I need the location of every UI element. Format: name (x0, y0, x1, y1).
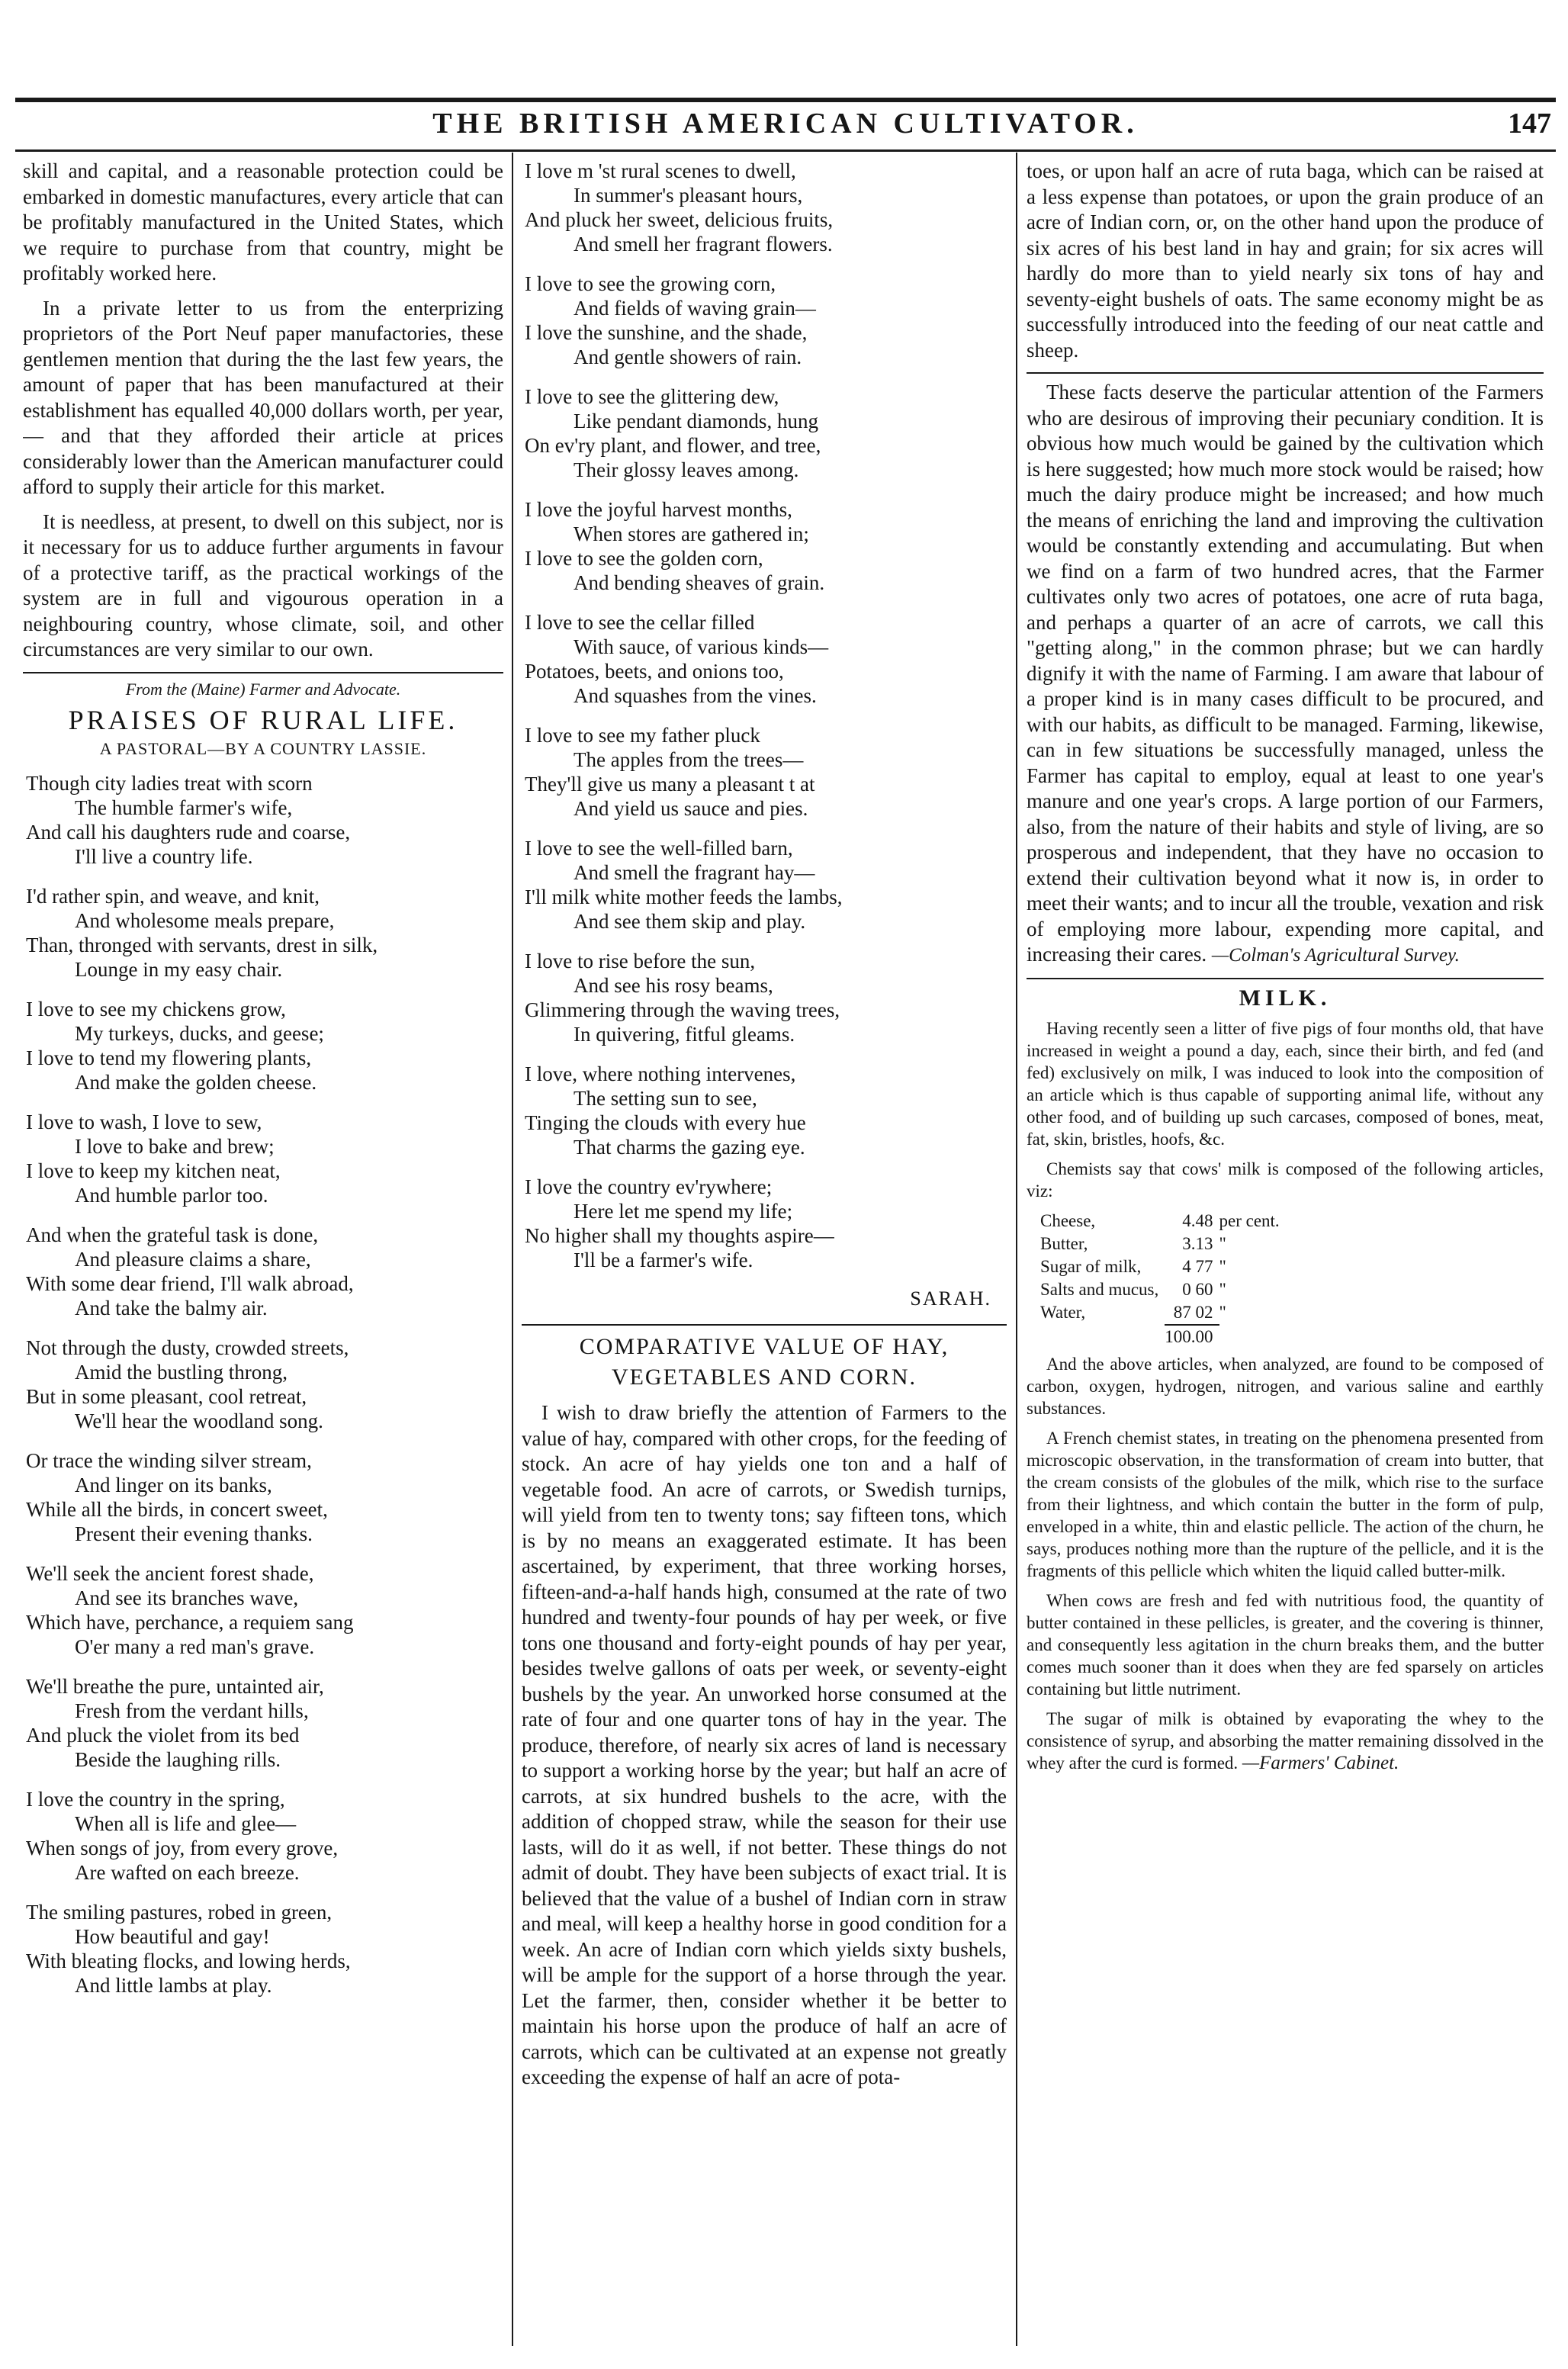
table-row (1040, 1301, 1286, 1325)
poem-line: Which have, perchance, a requiem sang (26, 1610, 354, 1634)
poem-source: From the (Maine) Farmer and Advocate. (125, 679, 401, 699)
poem-line: Than, thronged with servants, drest in silk, (26, 933, 378, 956)
section-rule (1027, 372, 1544, 374)
poem-stanza (23, 1336, 503, 1433)
milk-paragraph: A French chemist states, in treating on the phenomena presented from microscopic observation, in the transformation of cream into butter, that the cream consists of the globules of the milk, which rise to the surface from their lightness, and which contain the butter in the form of pulp, enveloped in a white, thin and elastic pellicle. The action of the churn, he says, produces nothing more than the rupture of the pellicle, and it is the fragments of this pellicle which whiten the liquid called butter-milk. (1027, 1428, 1544, 1580)
poem-stanza (522, 384, 1007, 482)
milk-component: Butter, (1040, 1233, 1088, 1253)
poem-line: And gentle showers of rain. (574, 346, 802, 368)
poem-line: Here let me spend my life; (574, 1200, 793, 1223)
poem-stanza (522, 949, 1007, 1046)
poem-stanza (522, 497, 1007, 595)
poem-line: When songs of joy, from every grove, (26, 1836, 339, 1860)
body-paragraph: I wish to draw briefly the attention of Farmers to the value of hay, compared with other crops, for the feeding of stock. An acre of hay yields one ton and a half of vegetable food. An acre of carrots, or Swedish turnips, will yield from ten to twenty tons; say fifteen tons, which is by no means an exaggerated estimate. It has been ascertained, by experiment, that three working horses, fifteen-and-a-half hands high, consumed at the rate of two hundred and twenty-four pounds of hay per week, or five tons one thousand and forty-eight pounds of hay per year, besides twelve gallons of oats per week, or seventy-eight bushels by the year. An unworked horse consumed at the rate of four and one quarter tons of hay in the year. The produce, therefore, of nearly six acres of land is necessary to support a working horse by the year; but half an acre of carrots, at six hundred bushels to the acre, with the addition of chopped straw, while the season for their use lasts, will do it as well, if not better. These things do not admit of doubt. They have been subjects of exact trial. It is believed that the value of a bushel of Indian corn in straw and meal, will keep a healthy horse in good condition for a week. An acre of Indian corn which yields sixty bushels, will be ample for the support of a horse through the year. Let the farmer, then, consider whether it be better to maintain his horse upon the produce of half an acre of carrots, which can be cultivated at an expense not greatly exceeding the expense of half an acre of pota- (522, 1401, 1007, 2088)
poem-line: And call his daughters rude and coarse, (26, 820, 351, 844)
milk-component: Cheese, (1040, 1210, 1096, 1230)
poem-line: When all is life and glee— (75, 1811, 297, 1835)
milk-intro: Having recently seen a litter of five pigs of four months old, that have increased in weight a pound a day, each, since their birth, and fed (and fed) exclusively on milk, I was induced to look into the composition of an article which is thus capable of supporting animal life, without any other food, and of building up such carcases, composed of bones, meat, fat, skin, bristles, hoofs, &c. (1027, 1018, 1544, 1149)
page-number: 147 (1508, 108, 1551, 140)
milk-component: Sugar of milk, (1040, 1256, 1142, 1276)
poem-stanza (23, 1787, 503, 1885)
poem-line: And see its branches wave, (75, 1586, 299, 1609)
poem-line: And see his rosy beams, (574, 974, 773, 997)
poem-stanza (522, 723, 1007, 821)
body-paragraph: toes, or upon half an acre of ruta baga, which can be raised at a less expense than potatoes, or upon the grain produce of an acre of Indian corn, or, on the other hand upon the produce of six acres of his best land in hay and grain; for six acres will hardly do more than to yield nearly six tons of hay and seventy-eight bushels of oats. The same economy might be as successfully introduced into the feeding of our neat cattle and sheep. (1027, 159, 1544, 362)
paragraph-text: The sugar of milk is obtained by evaporating the whey to the consistence of syrup, and absorbing the matter remaining dissolved in the whey after the curd is formed. (1027, 1708, 1544, 1773)
poem-stanzas-continued (522, 159, 1007, 1272)
poem-line: I'll live a country life. (75, 844, 253, 868)
poem-stanza (23, 1674, 503, 1772)
poem-line: Present their evening thanks. (75, 1522, 313, 1545)
poem-line: How beautiful and gay! (75, 1924, 270, 1948)
poem-line: But in some pleasant, cool retreat, (26, 1384, 307, 1408)
poem-line: I love to keep my kitchen neat, (26, 1159, 281, 1182)
poem-line: We'll hear the woodland song. (75, 1409, 323, 1432)
poem-line: O'er many a red man's grave. (75, 1635, 315, 1658)
poem-line: I love to see the glittering dew, (525, 385, 779, 408)
citation: —Farmers' Cabinet. (1242, 1752, 1399, 1773)
poem-line: I love to bake and brew; (75, 1134, 275, 1158)
column-3 (1027, 159, 1544, 2354)
column-divider (512, 153, 513, 2346)
poem-stanza (23, 1561, 503, 1659)
poem-line: The setting sun to see, (574, 1087, 757, 1110)
section-rule (522, 1324, 1007, 1326)
milk-paragraph: When cows are fresh and fed with nutritious food, the quantity of butter contained in these pellicles, is greater, and the covering is thinner, and consequently less agitation in the churn breaks them, and the butter comes much sooner than it does when they are fed sparsely on articles containing but little nutriment. (1027, 1590, 1544, 1699)
poem-line: I love to tend my flowering plants, (26, 1046, 312, 1069)
poem-line: And fields of waving grain— (574, 297, 816, 320)
poem-line: And little lambs at play. (75, 1973, 272, 1997)
poem-line: In quivering, fitful gleams. (574, 1023, 795, 1046)
poem-line: I love, where nothing intervenes, (525, 1062, 796, 1085)
poem-line: In summer's pleasant hours, (574, 184, 803, 207)
milk-unit: " (1219, 1233, 1226, 1253)
poem-line: Potatoes, beets, and onions too, (525, 660, 784, 683)
poem-line: I love to see the growing corn, (525, 272, 776, 295)
poem-line: Or trace the winding silver stream, (26, 1448, 312, 1472)
poem-line: Lounge in my easy chair. (75, 957, 283, 981)
table-row (1040, 1255, 1286, 1278)
running-title: THE BRITISH AMERICAN CULTIVATOR. (432, 108, 1139, 140)
poem-line: Fresh from the verdant hills, (75, 1699, 309, 1722)
table-row (1040, 1278, 1286, 1301)
poem-line: With bleating flocks, and lowing herds, (26, 1949, 351, 1972)
header-rule (15, 149, 1556, 152)
poem-stanza (23, 884, 503, 982)
poem-line: And squashes from the vines. (574, 684, 817, 707)
poem-line: And linger on its banks, (75, 1473, 272, 1496)
poem-line: On ev'ry plant, and flower, and tree, (525, 434, 821, 457)
poem-line: I love the sunshine, and the shade, (525, 321, 808, 344)
milk-title: MILK. (1239, 985, 1332, 1011)
poem-subtitle: A PASTORAL—BY A COUNTRY LASSIE. (99, 738, 427, 758)
poem-line: While all the birds, in concert sweet, (26, 1497, 328, 1521)
section-rule (23, 672, 503, 673)
article-title-line: COMPARATIVE VALUE OF HAY, (579, 1334, 949, 1359)
poem-line: I love to rise before the sun, (525, 950, 756, 972)
column-1 (23, 159, 503, 2354)
poem-stanza (23, 1900, 503, 1998)
poem-signature: SARAH. (910, 1287, 991, 1310)
table-total: 100.00 (1165, 1325, 1219, 1348)
poem-line: Not through the dusty, crowded streets, (26, 1336, 349, 1359)
milk-table-intro: Chemists say that cows' milk is composed of the following articles, viz: (1027, 1159, 1544, 1201)
top-rule (15, 98, 1556, 102)
poem-line: They'll give us many a pleasant t at (525, 773, 815, 796)
poem-line: That charms the gazing eye. (574, 1136, 805, 1159)
milk-component: Water, (1040, 1303, 1086, 1322)
poem-stanza (23, 1223, 503, 1320)
poem-stanza (522, 1175, 1007, 1272)
poem-line: Like pendant diamonds, hung (574, 410, 818, 432)
poem-line: I love to see my father pluck (525, 724, 760, 747)
article-title-line: VEGETABLES AND CORN. (611, 1365, 917, 1390)
poem-line: Amid the bustling throng, (75, 1360, 288, 1384)
poem-line: And see them skip and play. (574, 910, 806, 933)
poem-line: The apples from the trees— (574, 748, 804, 771)
body-paragraph: skill and capital, and a reasonable protection could be embarked in domestic manufactures, every article that can be profitably manufactured in the United States, which we require to purchase from that country, might be profitably worked here. (23, 159, 503, 284)
milk-paragraph: And the above articles, when analyzed, are found to be composed of carbon, oxygen, hydrogen, nitrogen, and various saline and earthly substances. (1027, 1354, 1544, 1418)
poem-line: And when the grateful task is done, (26, 1223, 319, 1246)
poem-line: Tinging the clouds with every hue (525, 1111, 806, 1134)
poem-line: Glimmering through the waving trees, (525, 998, 840, 1021)
poem-line: Beside the laughing rills. (75, 1747, 281, 1771)
poem-line: And pluck the violet from its bed (26, 1723, 300, 1747)
poem-line: And humble parlor too. (75, 1183, 268, 1207)
poem-line: When stores are gathered in; (574, 522, 809, 545)
poem-line: And yield us sauce and pies. (574, 797, 808, 820)
milk-percentage: 4 77 (1182, 1256, 1213, 1276)
paragraph-text: These facts deserve the particular attention of the Farmers who are desirous of improving their pecuniary condition. It is obvious how much would be gained by the cultivation which is here suggested; how much more stock would be raised; how much the dairy produce might be increased; and how much the means of enriching the land and improving the cultivation would be constantly extending and accumulating. But when we find on a farm of two hundred acres, that the Farmer cultivates only two acres of potatoes, one acre of ruta baga, and perhaps a quarter of an acre of carrots, we call this "getting along," in the common phrase; but we can hardly dignify it with the name of Farming. I am aware that labour of a proper kind is in many cases difficult to be procured, and with our habits, as difficult to be managed. Farming, likewise, can in few situations be successfully managed, unless the Farmer has capital to employ, equal at least to one year's manure and one year's crops. A large portion of our Farmers, also, from the nature of their habits and style of living, are so prosperous and independent, that they have no occasion to extend their cultivation beyond what it now is, in order to meet their wants; and to incur all the trouble, vexation and risk of employing more labour, expending more capital, and increasing their cares. (1027, 381, 1544, 966)
poem-title: PRAISES OF RURAL LIFE. (68, 704, 458, 735)
poem-line: The smiling pastures, robed in green, (26, 1900, 333, 1924)
poem-stanza (23, 997, 503, 1094)
body-paragraph: In a private letter to us from the enterprizing proprietors of the Port Neuf paper manufactories, these gentlemen mention that during the the last few years, the amount of paper that has been manufactured at their establishment has equalled 40,000 dollars worth, per year,— and that they afforded their article at prices considerably lower than the American manufacturer could afford to supply their article for this market. (23, 296, 503, 498)
milk-component: Salts and mucus, (1040, 1279, 1159, 1299)
column-divider (1016, 153, 1017, 2346)
poem-line: We'll seek the ancient forest shade, (26, 1561, 314, 1585)
milk-unit: " (1219, 1256, 1226, 1276)
poem-line: And take the balmy air. (75, 1296, 268, 1320)
body-paragraph (1027, 380, 1544, 969)
poem-line: I'll be a farmer's wife. (574, 1249, 753, 1271)
poem-stanza (23, 1448, 503, 1546)
poem-line: And pleasure claims a share, (75, 1247, 311, 1271)
poem-line: Are wafted on each breeze. (75, 1860, 300, 1884)
poem-line: I love the country ev'rywhere; (525, 1175, 773, 1198)
poem-stanza (522, 272, 1007, 369)
poem-stanza (522, 610, 1007, 708)
poem-line: I love to see the well-filled barn, (525, 837, 793, 860)
poem-line: I love to see the cellar filled (525, 611, 755, 634)
poem-line: Their glossy leaves among. (574, 458, 799, 481)
poem-line: I love to see the golden corn, (525, 547, 763, 570)
milk-percentage: 0 60 (1182, 1279, 1213, 1299)
milk-unit: " (1219, 1279, 1226, 1299)
poem-line: I love to see my chickens grow, (26, 997, 286, 1021)
milk-percentage: 87 02 (1173, 1302, 1213, 1322)
milk-unit: " (1219, 1303, 1226, 1322)
poem-line: Though city ladies treat with scorn (26, 771, 313, 795)
poem-line: The humble farmer's wife, (75, 796, 293, 819)
poem-stanza (23, 1110, 503, 1207)
milk-composition-table (1040, 1210, 1286, 1348)
poem-line: And smell her fragrant flowers. (574, 233, 833, 256)
milk-unit: per cent. (1219, 1210, 1280, 1230)
poem-line: And smell the fragrant hay— (574, 861, 815, 884)
page-header (15, 107, 1556, 146)
poem-line: With sauce, of various kinds— (574, 635, 829, 658)
citation: —Colman's Agricultural Survey. (1211, 945, 1460, 966)
poem-line: My turkeys, ducks, and geese; (75, 1021, 324, 1045)
poem-line: I love the country in the spring, (26, 1787, 285, 1811)
body-paragraph: It is needless, at present, to dwell on this subject, nor is it necessary for us to adduce further arguments in favour of a protective tariff, as the practical workings of the system are in full and vigourous operation in a neighbouring country, whose climate, soil, and other circumstances are very similar to our own. (23, 509, 503, 661)
poem-line: And pluck her sweet, delicious fruits, (525, 208, 834, 231)
poem-line: I love to wash, I love to sew, (26, 1110, 262, 1133)
poem-line: And make the golden cheese. (75, 1070, 317, 1094)
poem-line: I'll milk white mother feeds the lambs, (525, 886, 843, 908)
poem-line: I love the joyful harvest months, (525, 498, 792, 521)
milk-paragraph (1027, 1708, 1544, 1774)
poem-line: I'd rather spin, and weave, and knit, (26, 884, 320, 908)
poem-line: We'll breathe the pure, untainted air, (26, 1674, 324, 1698)
poem-stanza (522, 836, 1007, 934)
poem-line: I love m 'st rural scenes to dwell, (525, 159, 796, 182)
poem-stanzas (23, 771, 503, 1998)
poem-stanza (23, 771, 503, 869)
milk-percentage: 4.48 (1182, 1210, 1213, 1230)
poem-stanza (522, 159, 1007, 256)
section-rule (1027, 978, 1544, 979)
poem-line: With some dear friend, I'll walk abroad, (26, 1271, 354, 1295)
milk-percentage: 3.13 (1182, 1233, 1213, 1253)
poem-line: No higher shall my thoughts aspire— (525, 1224, 834, 1247)
table-row (1040, 1210, 1286, 1233)
column-2 (522, 159, 1007, 2354)
poem-line: And wholesome meals prepare, (75, 908, 335, 932)
poem-line: And bending sheaves of grain. (574, 571, 825, 594)
poem-stanza (522, 1062, 1007, 1159)
table-total-row (1040, 1325, 1286, 1348)
table-row (1040, 1233, 1286, 1255)
article-title (522, 1332, 1007, 1393)
